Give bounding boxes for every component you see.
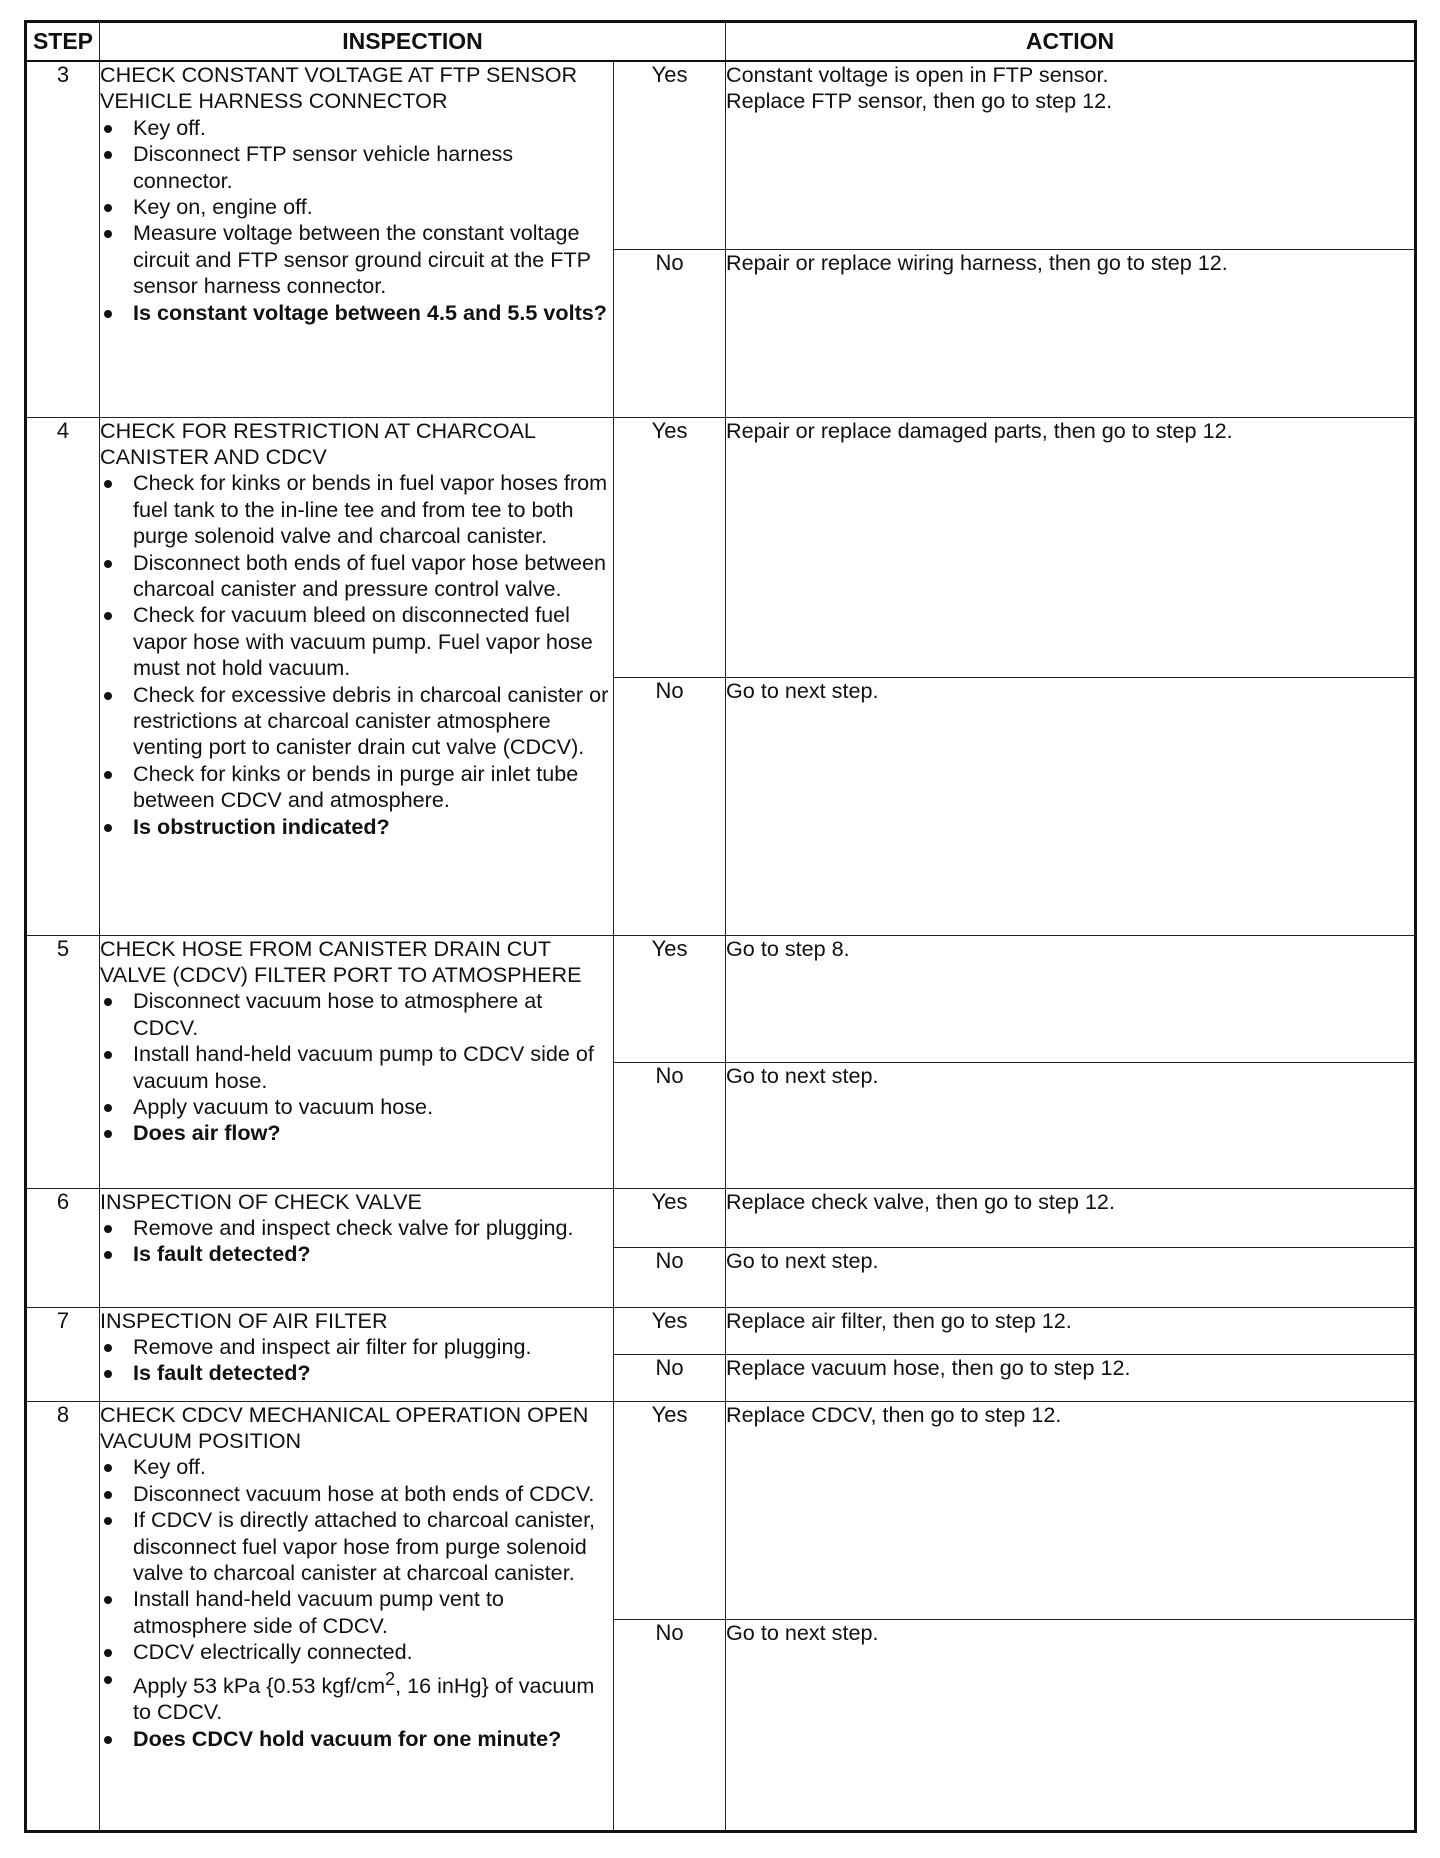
table-header-row [26,22,1416,62]
table-row [26,1401,1416,1619]
inspection-title: INSPECTION OF CHECK VALVE [100,1188,422,1214]
step-number: 6 [26,1188,100,1307]
inspection-title: CHECK FOR RESTRICTION AT CHARCOAL CANISTER AND CDCV [100,417,536,469]
pressure-text-after: , 16 inHg} of vacuum to CDCV. [133,1672,595,1725]
table-row [26,935,1416,1062]
inspection-item: Check for kinks or bends in purge air inlet tube between CDCV and atmosphere. [100,761,613,814]
no-action [726,1619,1416,1831]
no-label: No [614,1062,726,1188]
inspection-item: Check for vacuum bleed on disconnected fuel vapor hose with vacuum pump. Fuel vapor hose must not hold vacuum. [100,602,613,681]
header-inspection: INSPECTION [100,22,726,62]
inspection-list [100,470,613,840]
inspection-item: Key off. [100,1454,613,1480]
inspection-item: Check for excessive debris in charcoal canister or restrictions at charcoal canister atmosphere venting port to canister drain cut valve (CDCV). [100,682,613,761]
action-line: Repair or replace damaged parts, then go to step 12. [726,417,1233,443]
inspection-question: Is obstruction indicated? [100,814,613,840]
inspection-question: Does air flow? [100,1120,613,1146]
inspection-item: Check for kinks or bends in fuel vapor hoses from fuel tank to the in-line tee and from tee to both purge solenoid valve and charcoal canister. [100,470,613,549]
step-number: 4 [26,417,100,935]
yes-label: Yes [614,1188,726,1247]
no-action [726,1354,1416,1401]
inspection-cell [100,1188,614,1307]
inspection-item: Apply vacuum to vacuum hose. [100,1094,613,1120]
inspection-item: If CDCV is directly attached to charcoal canister, disconnect fuel vapor hose from purge solenoid valve to charcoal canister at charcoal canister. [100,1507,613,1586]
yes-action [726,1307,1416,1354]
no-label: No [614,1619,726,1831]
inspection-item: Disconnect both ends of fuel vapor hose between charcoal canister and pressure control valve. [100,550,613,603]
inspection-cell [100,935,614,1188]
inspection-item: Key on, engine off. [100,194,613,220]
yes-action [726,1188,1416,1247]
inspection-item: Remove and inspect air filter for plugging. [100,1334,613,1360]
yes-label: Yes [614,417,726,677]
inspection-question: Is fault detected? [100,1360,613,1386]
yes-action [726,61,1416,249]
table-row [26,1188,1416,1247]
header-step: STEP [26,22,100,62]
yes-action [726,417,1416,677]
yes-action [726,935,1416,1062]
inspection-item: Install hand-held vacuum pump to CDCV side of vacuum hose. [100,1041,613,1094]
action-line: Go to next step. [726,1062,879,1088]
action-line: Replace air filter, then go to step 12. [726,1307,1072,1333]
step-number: 8 [26,1401,100,1831]
yes-label: Yes [614,1401,726,1619]
inspection-item-pressure [100,1666,613,1726]
inspection-list [100,988,613,1146]
diagnostic-sheet [24,20,1414,1833]
action-line: Repair or replace wiring harness, then go to step 12. [726,249,1228,275]
no-label: No [614,1354,726,1401]
inspection-item: Measure voltage between the constant voltage circuit and FTP sensor ground circuit at the FTP sensor harness connector. [100,220,613,299]
step-number: 3 [26,61,100,417]
yes-action [726,1401,1416,1619]
yes-label: Yes [614,61,726,249]
table-row [26,417,1416,677]
inspection-question: Is fault detected? [100,1241,613,1267]
yes-label: Yes [614,935,726,1062]
no-label: No [614,249,726,417]
inspection-list [100,115,613,326]
inspection-item: Disconnect vacuum hose at both ends of CDCV. [100,1481,613,1507]
no-action [726,249,1416,417]
inspection-item: Remove and inspect check valve for plugging. [100,1215,613,1241]
action-line: Go to next step. [726,1247,879,1273]
inspection-item: CDCV electrically connected. [100,1639,613,1665]
action-line: Constant voltage is open in FTP sensor. [726,62,1109,87]
no-action [726,1062,1416,1188]
no-label: No [614,1247,726,1307]
no-action [726,677,1416,935]
inspection-title: CHECK HOSE FROM CANISTER DRAIN CUT VALVE (CDCV) FILTER PORT TO ATMOSPHERE [100,935,582,987]
inspection-title: INSPECTION OF AIR FILTER [100,1307,388,1333]
action-line: Replace check valve, then go to step 12. [726,1188,1115,1214]
inspection-cell [100,417,614,935]
inspection-item: Disconnect FTP sensor vehicle harness connector. [100,141,613,194]
no-action [726,1247,1416,1307]
inspection-item: Key off. [100,115,613,141]
action-line: Go to next step. [726,677,879,703]
yes-label: Yes [614,1307,726,1354]
inspection-list [100,1454,613,1752]
action-line: Replace CDCV, then go to step 12. [726,1401,1062,1427]
action-line: Replace vacuum hose, then go to step 12. [726,1354,1131,1380]
inspection-cell [100,1401,614,1831]
inspection-list [100,1215,613,1268]
pressure-superscript: 2 [385,1668,396,1689]
inspection-cell [100,61,614,417]
inspection-question: Is constant voltage between 4.5 and 5.5 volts? [100,300,613,326]
table-row [26,1307,1416,1354]
step-number: 5 [26,935,100,1188]
inspection-cell [100,1307,614,1401]
pressure-text-before: Apply 53 kPa {0.53 kgf/cm [133,1672,386,1698]
action-line: Replace FTP sensor, then go to step 12. [726,88,1113,114]
inspection-title: CHECK CDCV MECHANICAL OPERATION OPEN VACUUM POSITION [100,1401,589,1453]
header-action: ACTION [726,22,1416,62]
inspection-question: Does CDCV hold vacuum for one minute? [100,1726,613,1752]
diagnostic-table [24,20,1417,1833]
action-line: Go to next step. [726,1619,879,1645]
step-number: 7 [26,1307,100,1401]
no-label: No [614,677,726,935]
inspection-title: CHECK CONSTANT VOLTAGE AT FTP SENSOR VEHICLE HARNESS CONNECTOR [100,62,578,114]
inspection-list [100,1334,613,1387]
inspection-item: Install hand-held vacuum pump vent to atmosphere side of CDCV. [100,1586,613,1639]
action-line: Go to step 8. [726,935,850,961]
inspection-item: Disconnect vacuum hose to atmosphere at CDCV. [100,988,613,1041]
table-row [26,61,1416,249]
